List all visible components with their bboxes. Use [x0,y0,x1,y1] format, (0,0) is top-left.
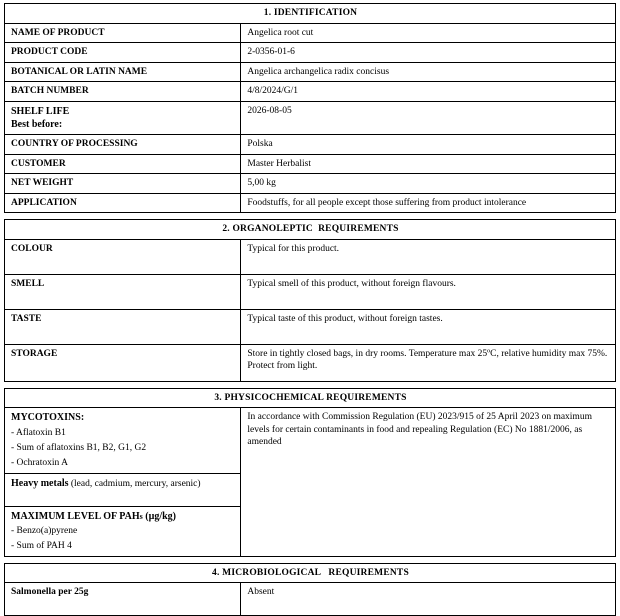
row-value-colour: Typical for this product. [241,239,616,274]
row-value-shelf-life: 2026-08-05 [241,101,616,134]
row-value-regulation-reference: In accordance with Commission Regulation (EU) 2023/915 of 25 April 2023 on maximum levels for certain contaminants in food and repealing Regulation (EC) No 1881/2006, as amended [241,408,616,557]
table-row [5,82,616,102]
mycotoxins-item-aflatoxin-b1: - Aflatoxin B1 [11,427,66,438]
table-row-mycotoxins [5,408,616,473]
row-label-storage: STORAGE [5,344,241,381]
section-title-physicochemical: 3. PHYSICOCHEMICAL REQUIREMENTS [5,388,616,408]
pah-item-sum-pah-4: - Sum of PAH 4 [11,541,72,552]
row-label-net-weight: NET WEIGHT [5,174,241,194]
microbiological-table [4,563,616,616]
table-row [5,23,616,43]
table-row-shelf-life [5,101,616,134]
row-label-smell: SMELL [5,274,241,309]
row-label-mycotoxins [5,408,241,473]
mycotoxins-heading: MYCOTOXINS: [11,412,85,424]
row-value-net-weight: 5,00 kg [241,174,616,194]
table-row [5,309,616,344]
heavy-metals-detail: (lead, cadmium, mercury, arsenic) [68,478,201,489]
pah-heading-sub: s [139,511,143,521]
row-label-customer: CUSTOMER [5,154,241,174]
section-header-row [5,388,616,408]
table-row [5,154,616,174]
row-label-salmonella: Salmonella per 25g [5,583,241,616]
row-label-batch-number: BATCH NUMBER [5,82,241,102]
row-label-heavy-metals [5,473,241,506]
organoleptic-table [4,219,616,382]
section-header-row [5,563,616,583]
row-value-smell: Typical smell of this product, without foreign flavours. [241,274,616,309]
identification-table [4,3,616,213]
section-title-microbiological: 4. MICROBIOLOGICAL REQUIREMENTS [5,563,616,583]
table-row [5,239,616,274]
pah-item-benzoapyrene: - Benzo(a)pyrene [11,526,78,537]
row-label-country-of-processing: COUNTRY OF PROCESSING [5,135,241,155]
row-label-name-of-product: NAME OF PRODUCT [5,23,241,43]
mycotoxins-item-ochratoxin-a: - Ochratoxin A [11,457,68,468]
row-value-country-of-processing: Polska [241,135,616,155]
pah-heading [11,510,235,523]
row-label-shelf-life [5,101,241,134]
row-label-taste: TASTE [5,309,241,344]
row-label-product-code: PRODUCT CODE [5,43,241,63]
table-row [5,43,616,63]
row-value-taste: Typical taste of this product, without foreign tastes. [241,309,616,344]
heavy-metals-heading: Heavy metals [11,477,69,489]
row-value-storage: Store in tightly closed bags, in dry rooms. Temperature max 25ºC, relative humidity max 75%. Protect from light. [241,344,616,381]
table-row [5,583,616,616]
row-value-application: Foodstuffs, for all people except those suffering from product intolerance [241,193,616,213]
table-row [5,344,616,381]
table-row [5,193,616,213]
mycotoxins-item-sum-aflatoxins: - Sum of aflatoxins B1, B2, G1, G2 [11,442,147,453]
row-value-batch-number: 4/8/2024/G/1 [241,82,616,102]
table-row [5,135,616,155]
section-header-row [5,220,616,240]
row-label-botanical-name: BOTANICAL OR LATIN NAME [5,62,241,82]
row-value-salmonella: Absent [241,583,616,616]
section-title-organoleptic: 2. ORGANOLEPTIC REQUIREMENTS [5,220,616,240]
physicochemical-table [4,388,616,557]
section-header-row [5,4,616,24]
pah-heading-prefix: MAXIMUM LEVEL OF PAH [11,510,140,522]
table-row [5,174,616,194]
shelf-life-line-1: SHELF LIFE [11,105,70,117]
pah-heading-suffix: (µg/kg) [142,510,176,522]
row-value-customer: Master Herbalist [241,154,616,174]
section-title-identification: 1. IDENTIFICATION [5,4,616,24]
row-label-pah [5,506,241,556]
row-value-botanical-name: Angelica archangelica radix concisus [241,62,616,82]
table-row [5,274,616,309]
row-label-application: APPLICATION [5,193,241,213]
row-label-colour: COLOUR [5,239,241,274]
shelf-life-line-2: Best before: [11,118,63,130]
row-value-name-of-product: Angelica root cut [241,23,616,43]
table-row [5,62,616,82]
row-value-product-code: 2-0356-01-6 [241,43,616,63]
